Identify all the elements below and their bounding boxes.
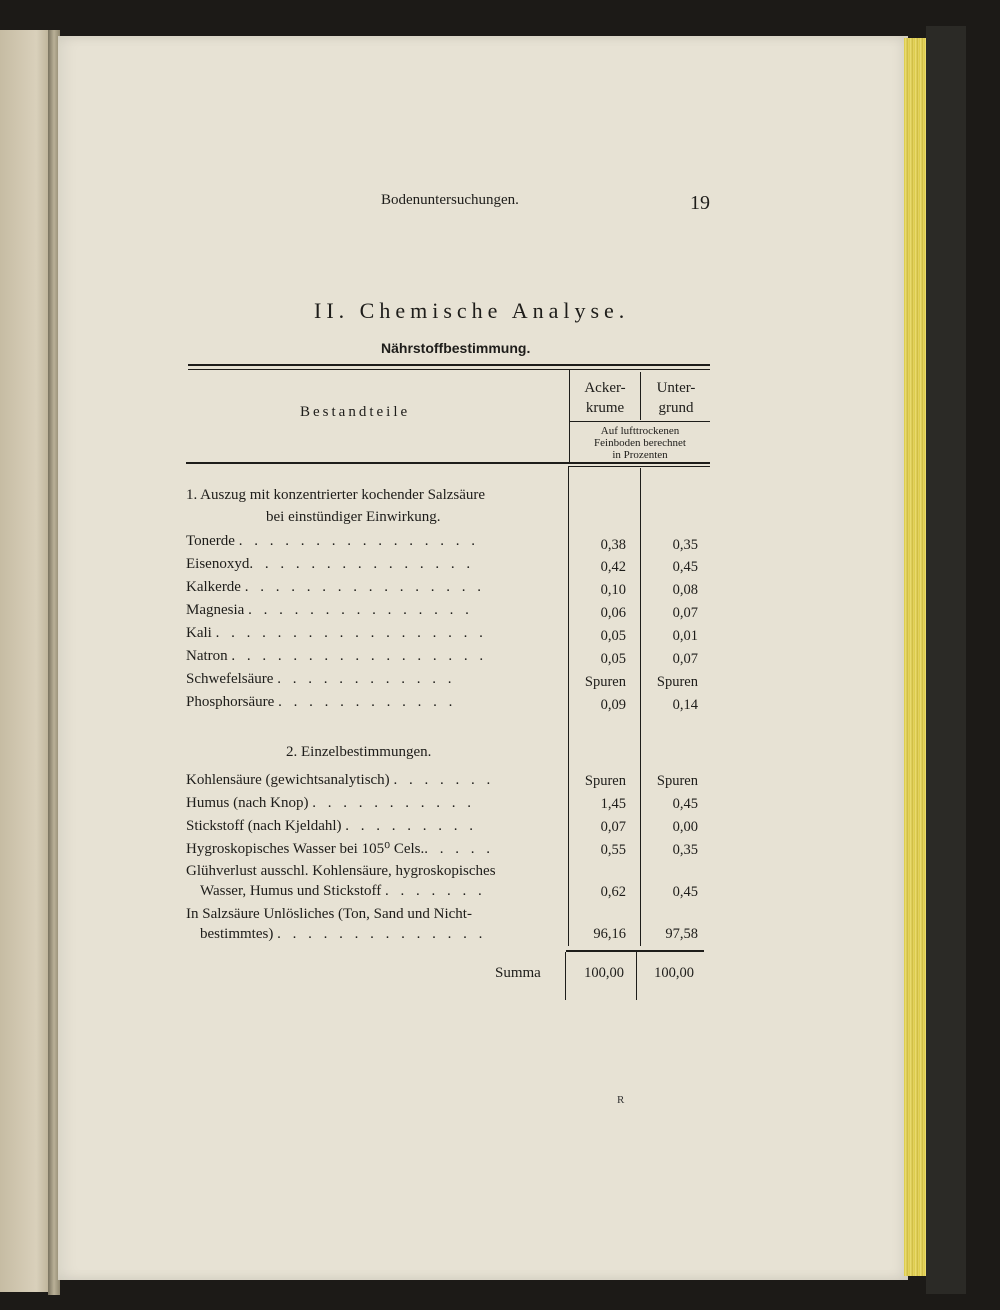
summa-label: Summa [495, 965, 541, 981]
section1-title-line2: bei einstündiger Einwirkung. [266, 509, 441, 525]
row-value-untergrund: 0,00 [672, 819, 698, 835]
units-note [570, 425, 710, 461]
col-header-bestandteile: Bestandteile [300, 404, 411, 420]
header-vrule-left [569, 370, 570, 463]
row-value-ackerkrume: 1,45 [600, 796, 626, 812]
body-vrule-mid [640, 468, 641, 946]
header-bottom-rule [186, 462, 710, 464]
row-value-ackerkrume: Spuren [584, 773, 626, 789]
row-label: Tonerde . . . . . . . . . . . . . . . . [186, 533, 479, 549]
row-value-untergrund: 0,01 [672, 628, 698, 644]
row-value-untergrund: 0,45 [672, 559, 698, 575]
row-label: Stickstoff (nach Kjeldahl) . . . . . . . . . [186, 818, 478, 834]
body-vrule-left [568, 466, 569, 946]
row-label: Natron . . . . . . . . . . . . . . . . . [186, 648, 488, 664]
row-value-untergrund: Spuren [656, 674, 698, 690]
row-label: Kalkerde . . . . . . . . . . . . . . . . [186, 579, 485, 595]
col-header-ackerkrume [570, 378, 640, 418]
row-value-untergrund: 97,58 [665, 926, 698, 942]
left-page-edge [0, 30, 52, 1292]
row-value-untergrund: 0,45 [672, 884, 698, 900]
units-note-line1: Auf lufttrockenen [600, 425, 680, 437]
signature-mark: R [617, 1094, 625, 1106]
row-label: Magnesia . . . . . . . . . . . . . . . [186, 602, 473, 618]
row-label: Hygroskopisches Wasser bei 105⁰ Cels.. . . . . [186, 841, 494, 857]
row-label-line1: Glühverlust ausschl. Kohlensäure, hygroskopisches [186, 863, 496, 879]
row-value-ackerkrume: 96,16 [593, 926, 626, 942]
section1-title-line1: 1. Auszug mit konzentrierter kochender Salzsäure [186, 487, 486, 503]
page-number: 19 [690, 192, 710, 214]
row-value-untergrund: 0,07 [672, 651, 698, 667]
row-label: Kohlensäure (gewichtsanalytisch) . . . . . . . [186, 772, 495, 788]
col-header-untergrund-line2: grund [658, 400, 694, 416]
row-value-ackerkrume: 0,07 [600, 819, 626, 835]
summa-vrule-mid [636, 952, 637, 1000]
summa-rule [566, 950, 704, 952]
row-value-ackerkrume: 0,05 [600, 651, 626, 667]
subtitle: Nährstoffbestimmung. [381, 340, 531, 356]
header-mid-rule [570, 421, 710, 422]
col-header-ackerkrume-line2: krume [585, 400, 625, 416]
row-label: Eisenoxyd. . . . . . . . . . . . . . . [186, 556, 475, 572]
row-label: Humus (nach Knop) . . . . . . . . . . . [186, 795, 475, 811]
row-label: bestimmtes) . . . . . . . . . . . . . . [200, 926, 487, 942]
row-value-untergrund: 0,45 [672, 796, 698, 812]
row-value-untergrund: 0,07 [672, 605, 698, 621]
book-cover [926, 26, 966, 1294]
row-label: Schwefelsäure . . . . . . . . . . . . [186, 671, 456, 687]
row-value-ackerkrume: 0,05 [600, 628, 626, 644]
row-value-ackerkrume: 0,38 [600, 537, 626, 553]
row-value-ackerkrume: 0,09 [600, 697, 626, 713]
running-title: Bodenuntersuchungen. [381, 192, 519, 208]
row-value-ackerkrume: Spuren [584, 674, 626, 690]
units-note-line2: Feinboden berechnet [594, 437, 686, 449]
summa-ackerkrume: 100,00 [584, 965, 624, 981]
row-label: Kali . . . . . . . . . . . . . . . . . . [186, 625, 487, 641]
table-top-rule [188, 364, 710, 366]
section2-title: 2. Einzelbestimmungen. [286, 744, 432, 760]
row-value-untergrund: 0,35 [672, 537, 698, 553]
row-value-ackerkrume: 0,42 [600, 559, 626, 575]
row-label: Phosphorsäure . . . . . . . . . . . . [186, 694, 457, 710]
row-value-untergrund: 0,35 [672, 842, 698, 858]
row-value-ackerkrume: 0,55 [600, 842, 626, 858]
row-value-untergrund: 0,14 [672, 697, 698, 713]
row-value-ackerkrume: 0,10 [600, 582, 626, 598]
row-value-ackerkrume: 0,62 [600, 884, 626, 900]
col-header-untergrund-line1: Unter- [656, 380, 696, 396]
summa-vrule-left [565, 952, 566, 1000]
col-header-ackerkrume-line1: Acker- [584, 380, 626, 396]
table-top-rule-thin [188, 369, 710, 370]
header-vrule-mid [640, 372, 641, 420]
row-value-untergrund: 0,08 [672, 582, 698, 598]
row-label: Wasser, Humus und Stickstoff . . . . . . . [200, 883, 486, 899]
row-value-untergrund: Spuren [656, 773, 698, 789]
page-block-edge [904, 38, 926, 1276]
section-title: II. Chemische Analyse. [314, 298, 630, 323]
header-bottom-rule-thin [569, 466, 710, 467]
row-label-line1: In Salzsäure Unlösliches (Ton, Sand und Nicht- [186, 906, 472, 922]
units-note-line3: in Prozenten [612, 449, 668, 461]
summa-untergrund: 100,00 [654, 965, 694, 981]
col-header-untergrund [641, 378, 711, 418]
row-value-ackerkrume: 0,06 [600, 605, 626, 621]
